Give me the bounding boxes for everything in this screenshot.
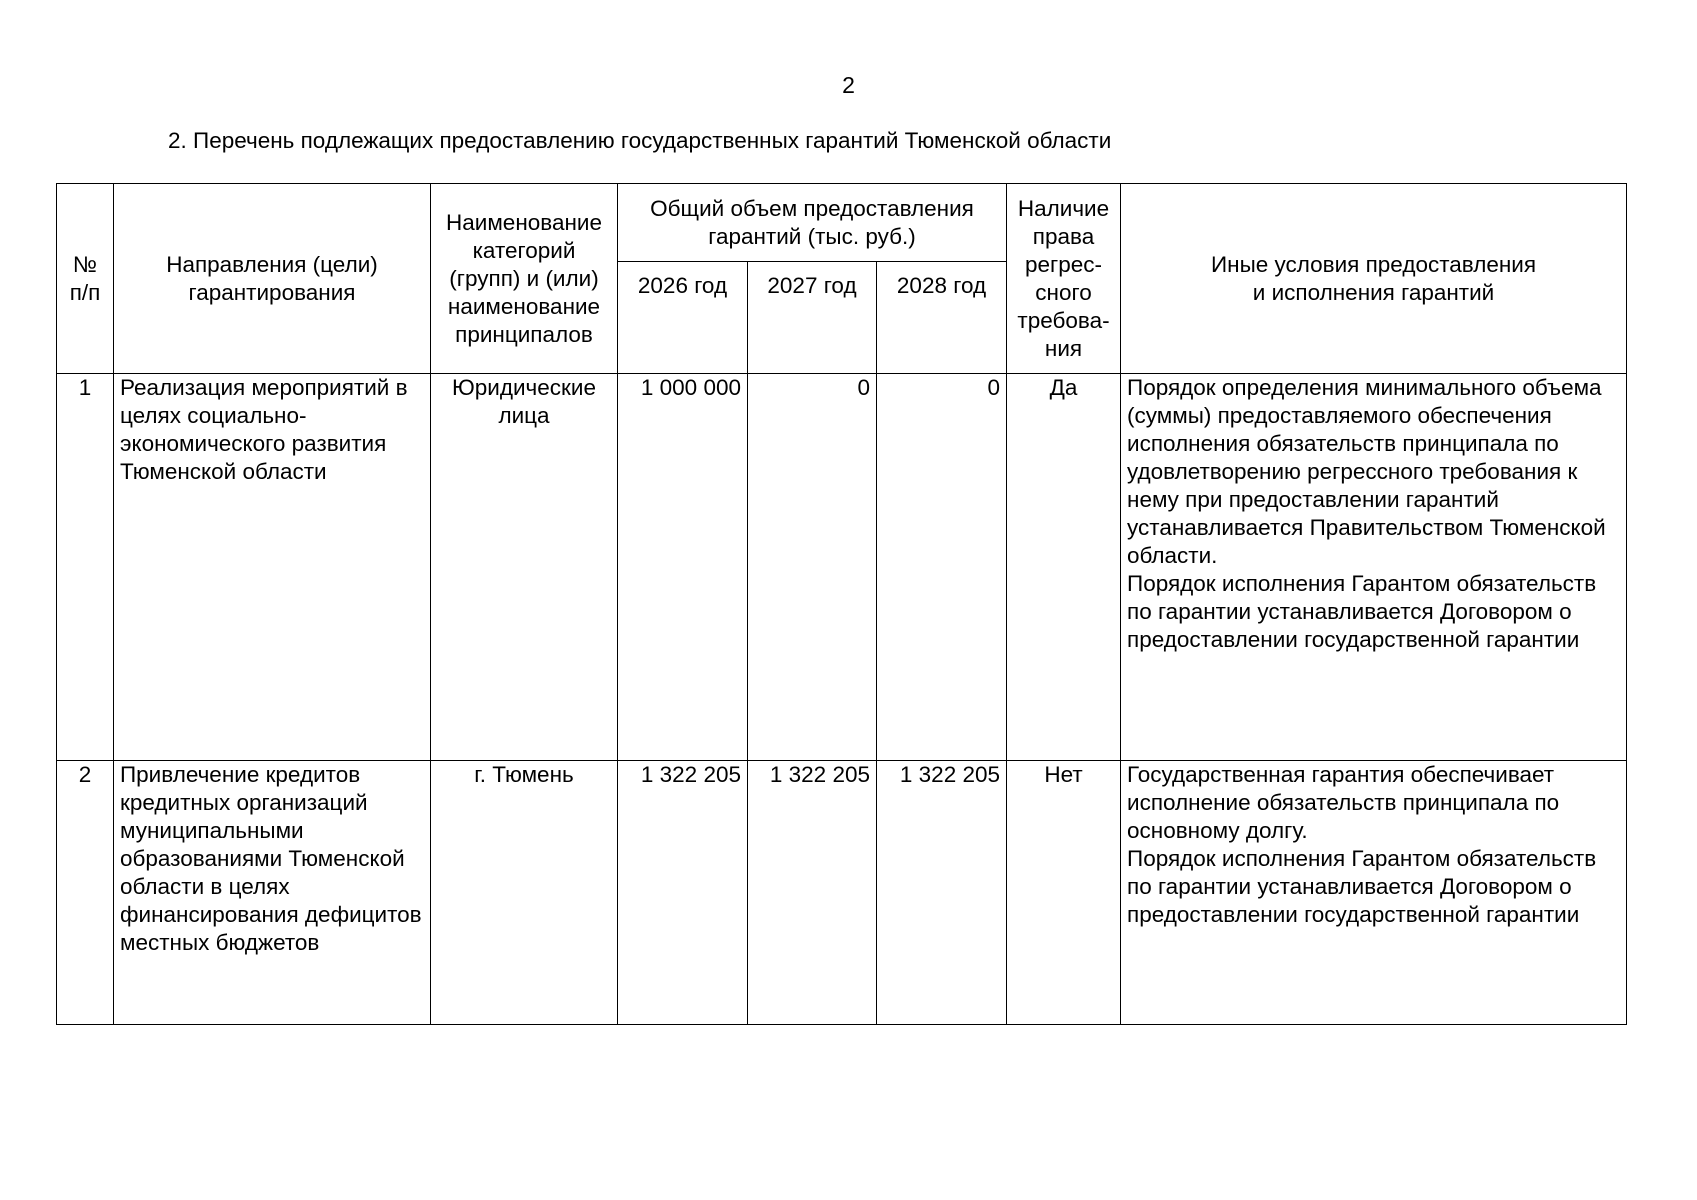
- row-amount-2028: 1 322 205: [877, 761, 1007, 1025]
- row-amount-2027: 0: [748, 374, 877, 761]
- row-direction: Привлечение кредитов кредитных организаций муниципальными образованиями Тюменской области в целях финансирования дефицитов местных бюджетов: [114, 761, 431, 1025]
- header-conditions: Иные условия предоставления и исполнения гарантий: [1121, 184, 1627, 374]
- header-direction: Направления (цели) гарантирования: [114, 184, 431, 374]
- row-conditions: Государственная гарантия обеспечивает исполнение обязательств принципала по основному долгу. Порядок исполнения Гарантом обязательств по гарантии устанавливается Договором о предоставлении государственной гарантии: [1121, 761, 1627, 1025]
- row-num: 1: [57, 374, 114, 761]
- row-regress: Да: [1007, 374, 1121, 761]
- table-row: [57, 374, 1627, 761]
- page-number: 2: [842, 72, 855, 98]
- row-amount-2026: 1 000 000: [618, 374, 748, 761]
- row-direction: Реализация мероприятий в целях социально-экономического развития Тюменской области: [114, 374, 431, 761]
- row-conditions: Порядок определения минимального объема (суммы) предоставляемого обеспечения исполнения обязательств принципала по удовлетворению регрессного требования к нему при предоставлении гарантий устанавливается Правительством Тюменской области. Порядок исполнения Гарантом обязательств по гарантии устанавливается Договором о предоставлении государственной гарантии: [1121, 374, 1627, 761]
- row-amount-2026: 1 322 205: [618, 761, 748, 1025]
- row-category: г. Тюмень: [431, 761, 618, 1025]
- header-regress: Наличие права регрес- сного требова- ния: [1007, 184, 1121, 374]
- row-amount-2028: 0: [877, 374, 1007, 761]
- header-total-volume: Общий объем предоставления гарантий (тыс. руб.): [618, 184, 1007, 262]
- header-year-2026: 2026 год: [618, 262, 748, 374]
- row-regress: Нет: [1007, 761, 1121, 1025]
- header-category: Наименование категорий (групп) и (или) наименование принципалов: [431, 184, 618, 374]
- header-year-2027: 2027 год: [748, 262, 877, 374]
- row-num: 2: [57, 761, 114, 1025]
- header-year-2028: 2028 год: [877, 262, 1007, 374]
- table-row: [57, 761, 1627, 1025]
- guarantees-table: [56, 183, 1627, 1025]
- header-num: № п/п: [57, 184, 114, 374]
- document-title: 2. Перечень подлежащих предоставлению государственных гарантий Тюменской области: [168, 128, 1112, 153]
- row-category: Юридические лица: [431, 374, 618, 761]
- row-amount-2027: 1 322 205: [748, 761, 877, 1025]
